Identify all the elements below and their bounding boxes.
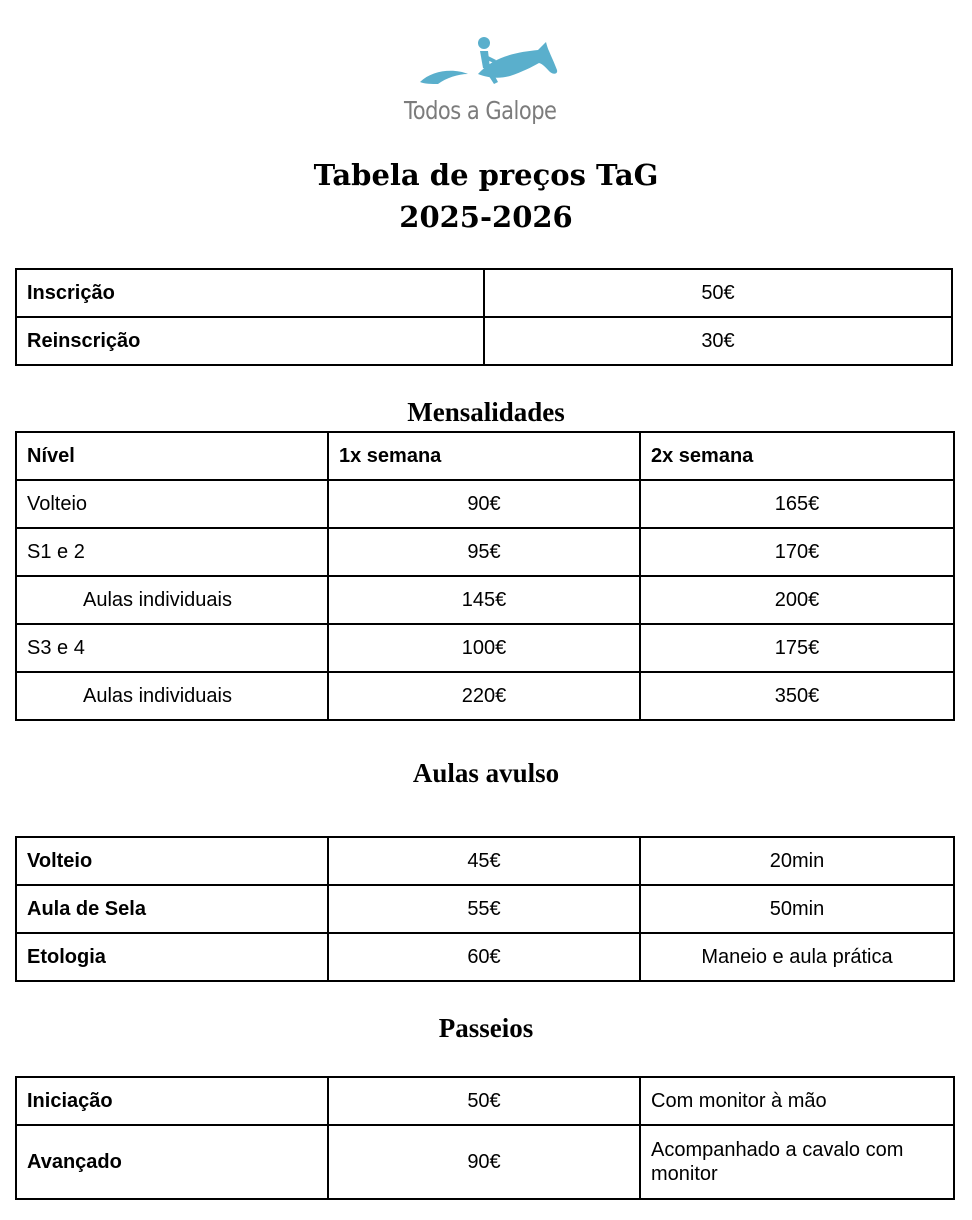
- table-row: [16, 576, 954, 624]
- lesson-detail-cell: 20min: [640, 837, 954, 885]
- horse-rider-icon: [398, 34, 574, 96]
- registration-table: [15, 268, 953, 366]
- table-row: [16, 1125, 954, 1199]
- page-title-line-1: Tabela de preços TaG: [313, 158, 659, 192]
- price-once-cell: 95€: [328, 528, 640, 576]
- lesson-detail-cell: 50min: [640, 885, 954, 933]
- price-once-cell: 90€: [328, 480, 640, 528]
- lesson-detail-cell: Maneio e aula prática: [640, 933, 954, 981]
- single-lessons-table: [15, 836, 955, 982]
- registration-label: Inscrição: [16, 269, 484, 317]
- level-cell: S3 e 4: [16, 624, 328, 672]
- price-twice-cell: 165€: [640, 480, 954, 528]
- page-title-line-2: 2025-2026: [399, 200, 573, 234]
- lesson-price-cell: 45€: [328, 837, 640, 885]
- ride-price-cell: 50€: [328, 1077, 640, 1125]
- lesson-name-cell: Etologia: [16, 933, 328, 981]
- page-title: [0, 154, 972, 238]
- lesson-price-cell: 55€: [328, 885, 640, 933]
- table-row: [16, 317, 952, 365]
- table-row: [16, 528, 954, 576]
- logo-text: Todos a Galope: [404, 96, 557, 125]
- ride-detail-cell: Com monitor à mão: [640, 1077, 954, 1125]
- table-header-row: [16, 432, 954, 480]
- rides-table: [15, 1076, 955, 1200]
- rides-heading: Passeios: [438, 1013, 534, 1043]
- price-once-cell: 100€: [328, 624, 640, 672]
- table-row: [16, 1077, 954, 1125]
- price-once-cell: 145€: [328, 576, 640, 624]
- ride-detail-cell: Acompanhado a cavalo com monitor: [640, 1125, 954, 1199]
- logo: [398, 34, 574, 134]
- table-row: [16, 837, 954, 885]
- table-row: [16, 933, 954, 981]
- lesson-name-cell: Aula de Sela: [16, 885, 328, 933]
- ride-name-cell: Iniciação: [16, 1077, 328, 1125]
- level-cell: Aulas individuais: [16, 576, 328, 624]
- single-lessons-heading: Aulas avulso: [412, 758, 560, 788]
- price-twice-cell: 170€: [640, 528, 954, 576]
- price-twice-cell: 200€: [640, 576, 954, 624]
- monthly-heading: Mensalidades: [407, 397, 565, 427]
- price-twice-cell: 175€: [640, 624, 954, 672]
- column-header-once-weekly: 1x semana: [328, 432, 640, 480]
- price-once-cell: 220€: [328, 672, 640, 720]
- ride-name-cell: Avançado: [16, 1125, 328, 1199]
- level-cell: S1 e 2: [16, 528, 328, 576]
- reregistration-price: 30€: [484, 317, 952, 365]
- column-header-level: Nível: [16, 432, 328, 480]
- column-header-twice-weekly: 2x semana: [640, 432, 954, 480]
- level-cell: Aulas individuais: [16, 672, 328, 720]
- monthly-table: [15, 431, 955, 721]
- registration-price: 50€: [484, 269, 952, 317]
- table-row: [16, 624, 954, 672]
- lesson-name-cell: Volteio: [16, 837, 328, 885]
- reregistration-label: Reinscrição: [16, 317, 484, 365]
- table-row: [16, 672, 954, 720]
- table-row: [16, 480, 954, 528]
- table-row: [16, 885, 954, 933]
- lesson-price-cell: 60€: [328, 933, 640, 981]
- price-twice-cell: 350€: [640, 672, 954, 720]
- table-row: [16, 269, 952, 317]
- ride-price-cell: 90€: [328, 1125, 640, 1199]
- level-cell: Volteio: [16, 480, 328, 528]
